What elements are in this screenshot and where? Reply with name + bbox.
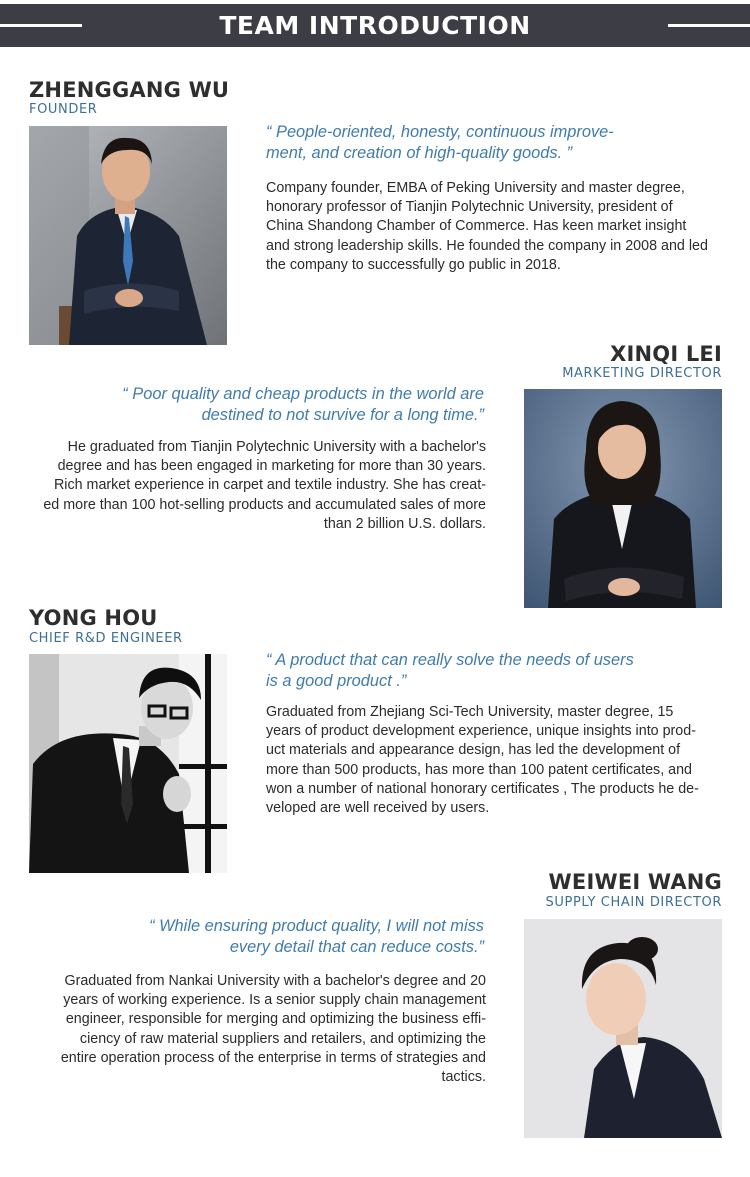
quote-line: “ While ensuring product quality, I will not miss — [149, 917, 484, 935]
bio-line: more than 500 products, has more than 100 patent certificates, and — [266, 761, 692, 778]
member-role: CHIEF R&D ENGINEER — [29, 631, 183, 646]
member-quote — [266, 650, 706, 692]
portrait-man-glasses-bw-icon — [29, 654, 227, 873]
bio-line: than 2 billion U.S. dollars. — [323, 515, 486, 532]
bio-line: Rich market experience in carpet and textile industry. She has creat- — [53, 477, 486, 494]
bio-line: years of product development experience, unique insights into prod- — [266, 723, 696, 740]
bio-line: honorary professor of Tianjin Polytechnic University, president of — [266, 199, 673, 216]
bio-line: Graduated from Nankai University with a bachelor's degree and 20 — [64, 973, 486, 989]
bio-line: veloped are well received by users. — [266, 800, 490, 817]
bio-line: tactics. — [441, 1069, 486, 1086]
portrait-woman-light-icon — [524, 919, 722, 1138]
bio-line: uct materials and appearance design, has led the development of — [266, 742, 681, 759]
quote-line: every detail that can reduce costs.” — [229, 938, 484, 956]
member-photo — [29, 126, 227, 345]
member-name: XINQI LEI — [610, 342, 722, 366]
member-name: WEIWEI WANG — [548, 870, 722, 894]
quote-line: “ Poor quality and cheap products in the world are — [122, 385, 484, 403]
member-name: YONG HOU — [29, 606, 158, 630]
member-quote — [60, 384, 484, 426]
bio-line: won a number of national honorary certificates , The products he de- — [266, 780, 699, 797]
bio-line: entire operation process of the enterprise in terms of strategies and — [60, 1049, 486, 1066]
bio-line: years of working experience. Is a senior supply chain management — [63, 992, 486, 1009]
member-photo — [524, 919, 722, 1138]
member-quote — [266, 122, 706, 164]
member-name: ZHENGGANG WU — [29, 78, 230, 102]
bio-line: engineer, responsible for merging and optimizing the business effi- — [65, 1011, 486, 1028]
bio-line: China Shandong Chamber of Commerce. Has keen market insight — [266, 218, 687, 235]
bio-line: degree and has been engaged in marketing for more than 30 years. — [57, 458, 486, 475]
quote-line: “ A product that can really solve the needs of users — [266, 651, 634, 669]
bio-line: Company founder, EMBA of Peking University and master degree, — [266, 180, 685, 196]
portrait-woman-suit-icon — [524, 389, 722, 608]
bio-line: He graduated from Tianjin Polytechnic University with a bachelor's — [67, 439, 486, 455]
member-role: FOUNDER — [29, 102, 98, 117]
bio-line: and strong leadership skills. He founded the company in 2008 and led — [266, 237, 708, 254]
page-title: TEAM INTRODUCTION — [219, 11, 531, 40]
member-photo — [524, 389, 722, 608]
bio-line: ciency of raw material suppliers and retailers, and optimizing the — [79, 1030, 486, 1047]
member-role: SUPPLY CHAIN DIRECTOR — [545, 895, 722, 910]
quote-line: “ People-oriented, honesty, continuous improve- — [266, 123, 614, 141]
bio-line: the company to successfully go public in 2018. — [266, 256, 561, 273]
member-bio — [28, 972, 486, 1087]
member-bio — [266, 703, 722, 818]
quote-line: destined to not survive for a long time.” — [201, 406, 484, 424]
bio-line: ed more than 100 hot-selling products and accumulated sales of more — [43, 496, 486, 513]
member-bio — [30, 438, 486, 534]
member-role: MARKETING DIRECTOR — [562, 366, 722, 381]
member-photo — [29, 654, 227, 873]
member-bio — [266, 179, 722, 275]
portrait-man-suit-icon — [29, 126, 227, 345]
quote-line: ment, and creation of high-quality goods. ” — [266, 144, 573, 162]
bio-line: Graduated from Zhejiang Sci-Tech University, master degree, 15 — [266, 704, 674, 720]
member-quote — [60, 916, 484, 958]
quote-line: is a good product .” — [266, 672, 407, 690]
